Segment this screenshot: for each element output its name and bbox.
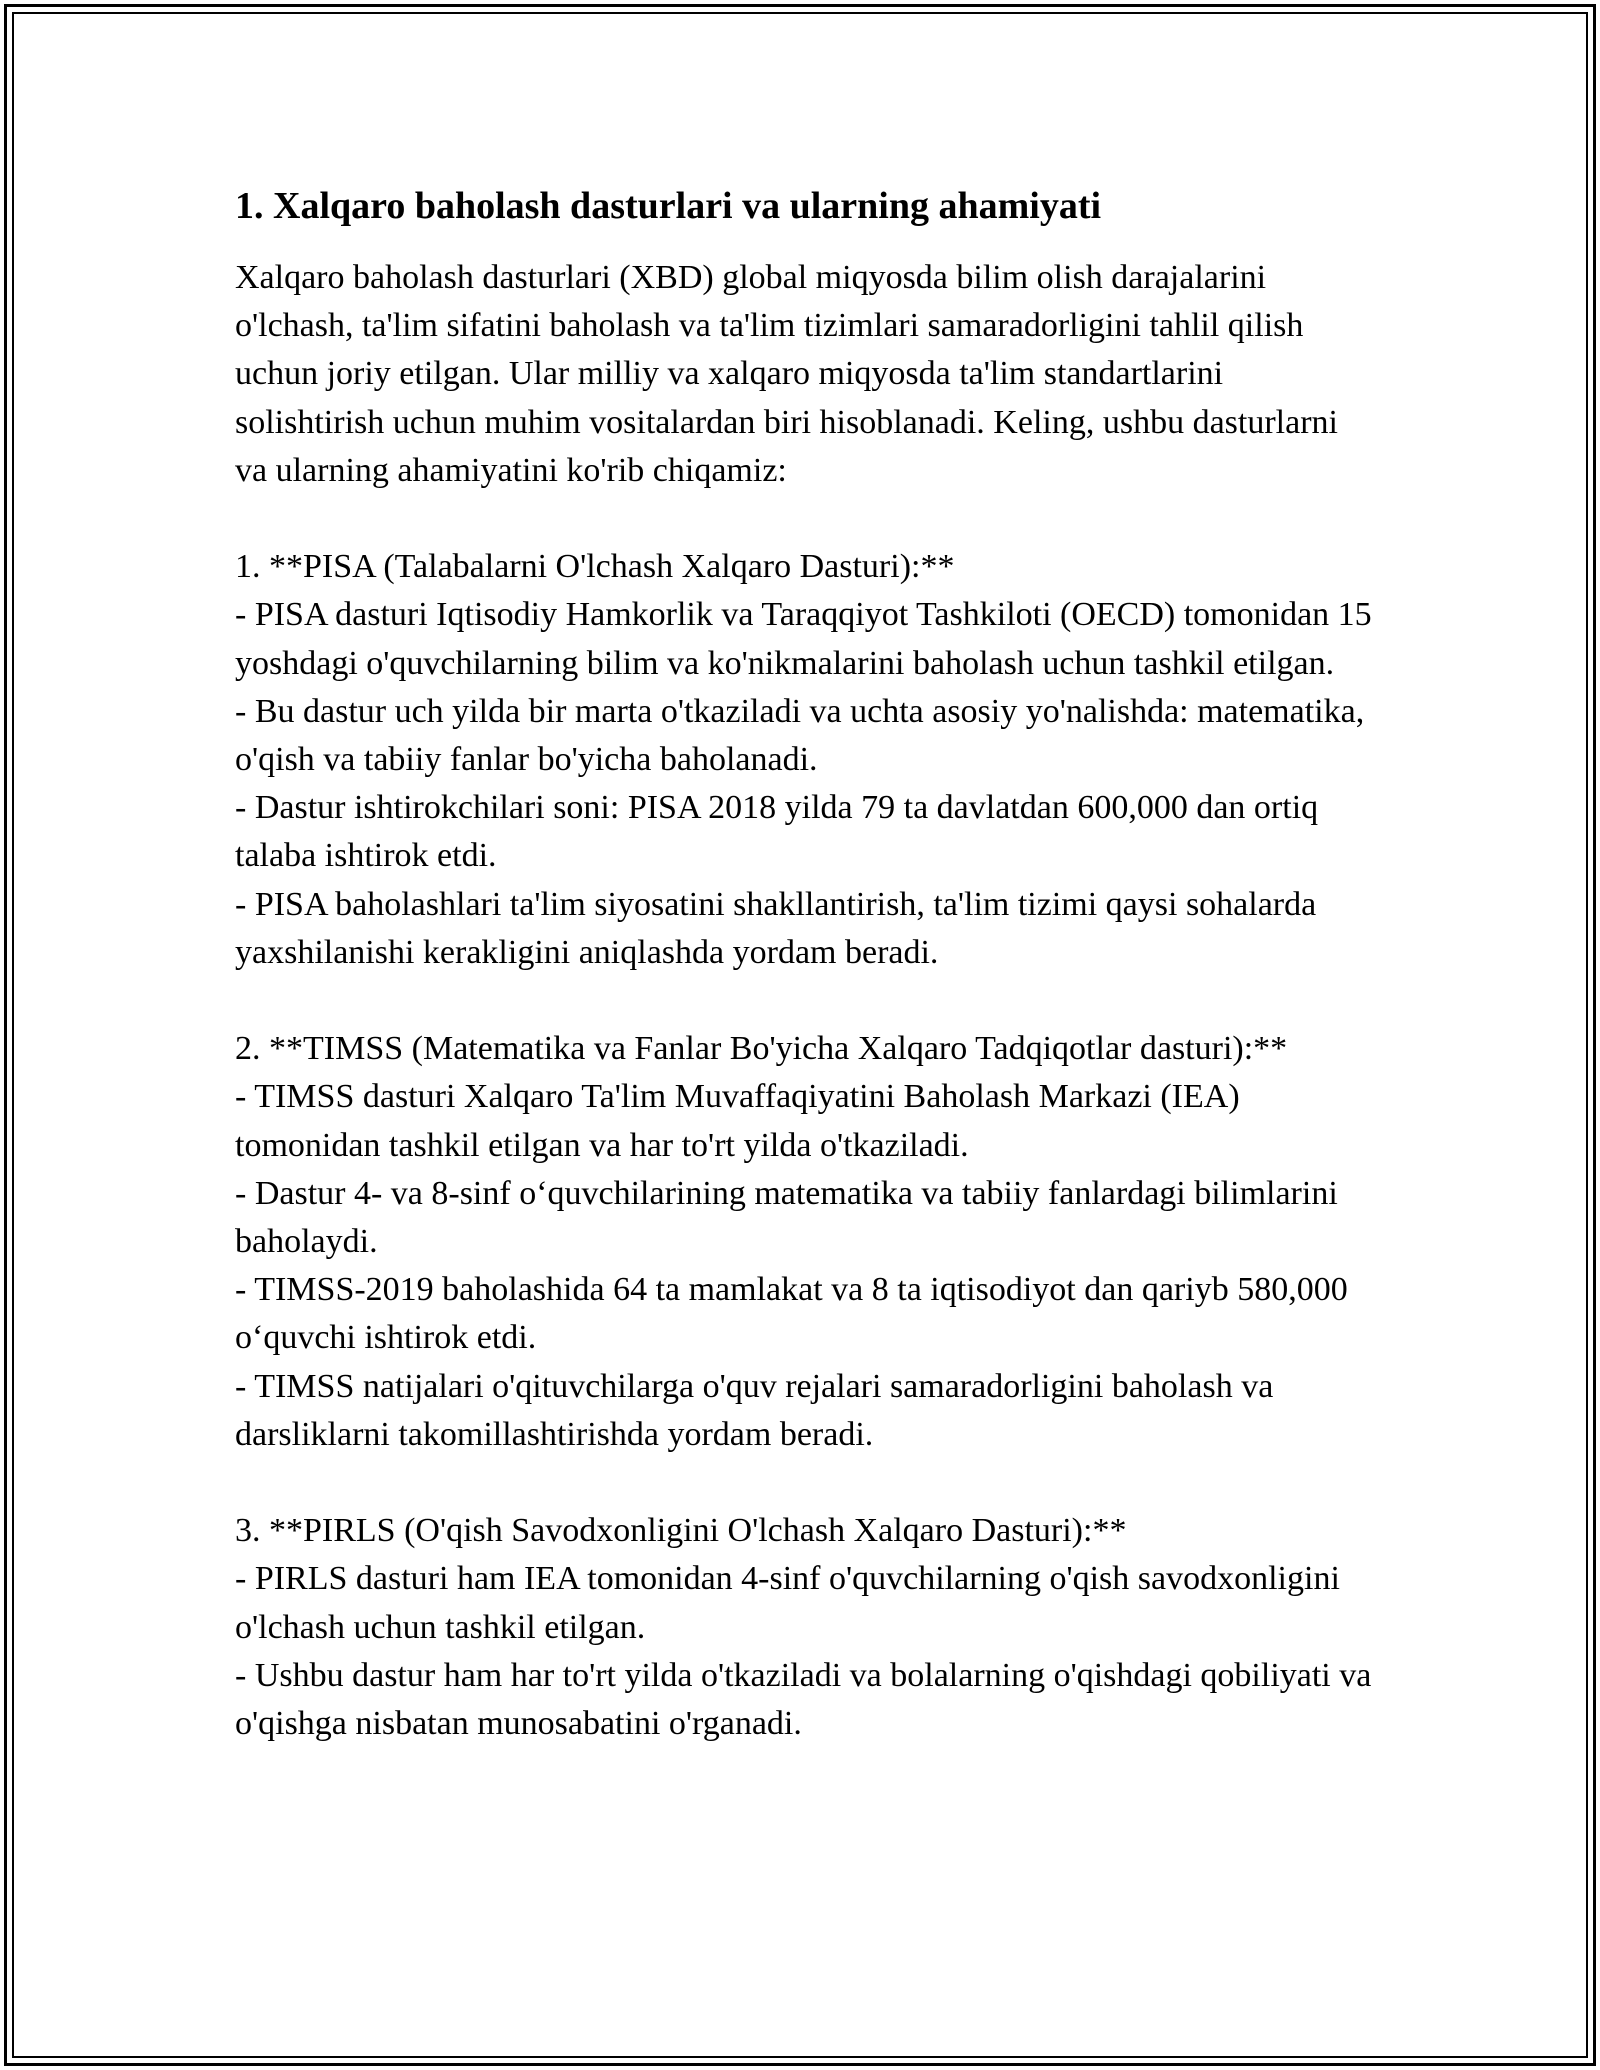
document-heading: 1. Xalqaro baholash dasturlari va ularning ahamiyati: [235, 185, 1102, 227]
list-item: - PIRLS dasturi ham IEA tomonidan 4-sinf o'quvchilarning o'qish savodxonligini o'lchash uchun tashkil etilgan.: [235, 1560, 1340, 1646]
list-item: - TIMSS natijalari o'qituvchilarga o'quv rejalari samaradorligini baholash va darsliklarni takomillashtirishda yordam beradi.: [235, 1367, 1274, 1453]
list-item: - TIMSS dasturi Xalqaro Ta'lim Muvaffaqiyatini Baholash Markazi (IEA) tomonidan tashkil etilgan va har to'rt yilda o'tkaziladi.: [235, 1078, 1240, 1164]
section-title: 1. **PISA (Talabalarni O'lchash Xalqaro Dasturi):**: [235, 548, 955, 586]
paragraph-gap: [235, 1459, 1375, 1507]
list-item: - Ushbu dastur ham har to'rt yilda o'tkaziladi va bolalarning o'qishdagi qobiliyati va o'qishga nisbatan munosabatini o'rganadi.: [235, 1656, 1372, 1743]
document-body: [235, 182, 1375, 1748]
section-pisa: [235, 543, 1375, 977]
list-item: - TIMSS-2019 baholashida 64 ta mamlakat va 8 ta iqtisodiyot dan qariyb 580,000 o‘quvchi ishtirok etdi.: [235, 1271, 1348, 1357]
intro-paragraph: Xalqaro baholash dasturlari (XBD) global miqyosda bilim olish darajalarini o'lchash, ta'lim sifatini baholash va ta'lim tizimlari samaradorligini tahlil qilish uchun joriy etilgan. Ular milliy va xalqaro miqyosda ta'lim standartlarini solishtirish uchun muhim vositalardan biri hisoblanadi. Keling, ushbu dasturlarni va ularning ahamiyatini ko'rib chiqamiz:: [235, 259, 1338, 489]
section-pirls: [235, 1507, 1375, 1748]
section-timss: [235, 1025, 1375, 1459]
list-item: - Dastur 4- va 8-sinf o‘quvchilarining matematika va tabiiy fanlardagi bilimlarini baholaydi.: [235, 1174, 1338, 1261]
list-item: - Bu dastur uch yilda bir marta o'tkaziladi va uchta asosiy yo'nalishda: matematika, o'qish va tabiiy fanlar bo'yicha baholanadi.: [235, 692, 1365, 779]
section-title: 2. **TIMSS (Matematika va Fanlar Bo'yicha Xalqaro Tadqiqotlar dasturi):**: [235, 1030, 1288, 1068]
list-item: - PISA baholashlari ta'lim siyosatini shakllantirish, ta'lim tizimi qaysi sohalarda yaxshilanishi kerakligini aniqlashda yordam beradi.: [235, 885, 1317, 971]
section-title: 3. **PIRLS (O'qish Savodxonligini O'lchash Xalqaro Dasturi):**: [235, 1512, 1127, 1550]
paragraph-gap: [235, 495, 1375, 543]
list-item: - Dastur ishtirokchilari soni: PISA 2018 yilda 79 ta davlatdan 600,000 dan ortiq talaba ishtirok etdi.: [235, 789, 1319, 875]
paragraph-gap: [235, 977, 1375, 1025]
list-item: - PISA dasturi Iqtisodiy Hamkorlik va Taraqqiyot Tashkiloti (OECD) tomonidan 15 yoshdagi o'quvchilarning bilim va ko'nikmalarini baholash uchun tashkil etilgan.: [235, 596, 1372, 682]
